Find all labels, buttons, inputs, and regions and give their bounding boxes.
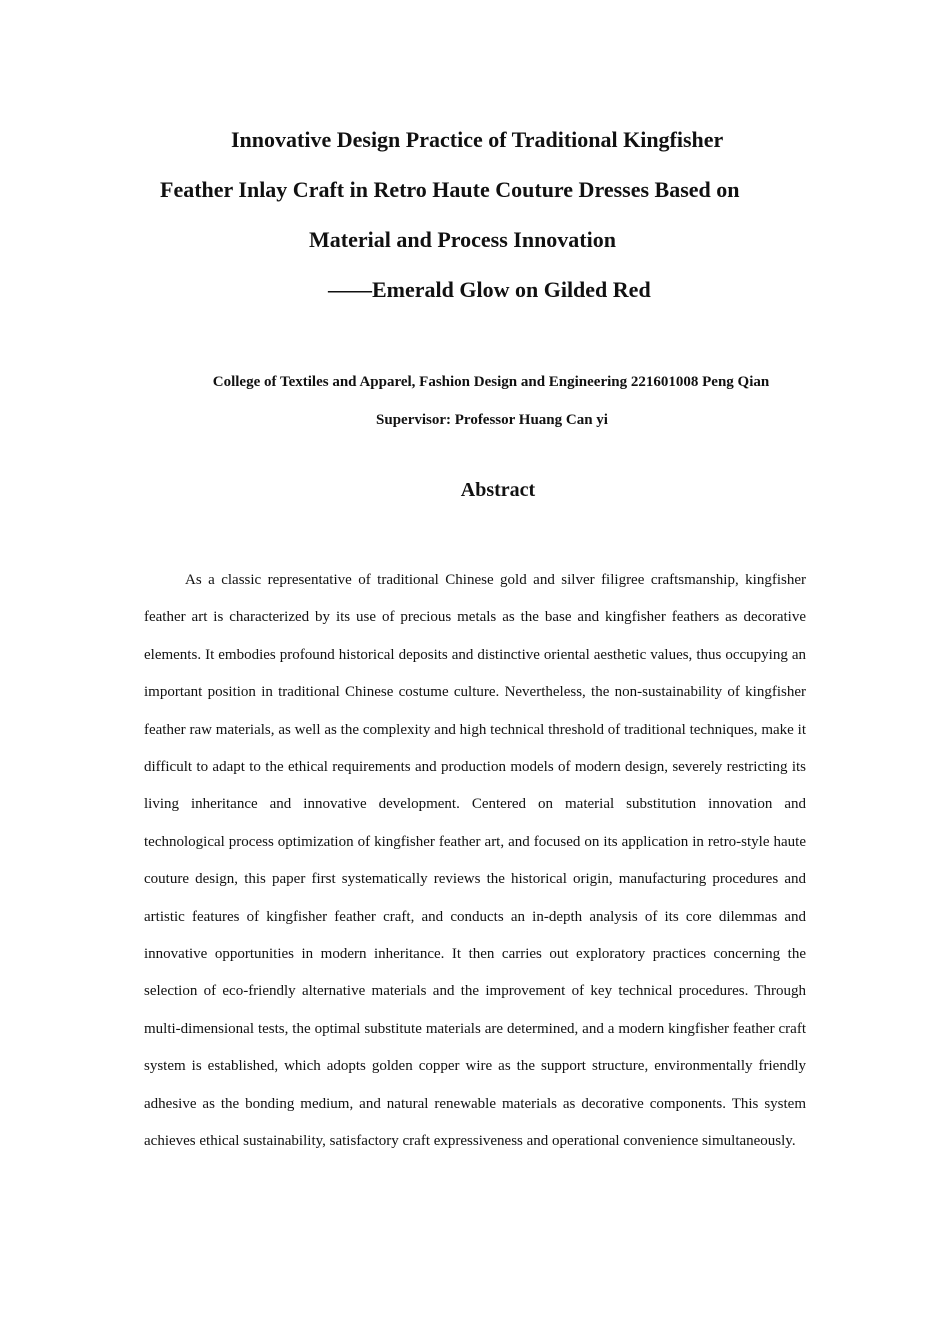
title-line-1: Innovative Design Practice of Traditional Kingfisher [231,127,724,152]
author-affiliation: College of Textiles and Apparel, Fashion Design and Engineering 221601008 Peng Qian [212,374,770,390]
abstract-text: As a classic representative of traditional Chinese gold and silver filigree craftsmanship, kingfisher feather art is characterized by its use of precious metals as the base and kingfisher feathers as decorative elements. It embodies profound historical deposits and distinctive oriental aesthetic values, thus occupying an important position in traditional Chinese costume culture. Nevertheless, the non-sustainability of kingfisher feather raw materials, as well as the complexity and high technical threshold of traditional techniques, make it difficult to adapt to the ethical requirements and production models of modern design, severely restricting its living inheritance and innovative development. Centered on material substitution innovation and technological process optimization of kingfisher feather art, and focused on its application in retro-style haute couture design, this paper first systematically reviews the historical origin, manufacturing procedures and artistic features of kingfisher feather craft, and conducts an in-depth analysis of its core dilemmas and innovative opportunities in modern inheritance. It then carries out exploratory practices concerning the selection of eco-friendly alternative materials and the improvement of key technical procedures. Through multi-dimensional tests, the optimal substitute materials are determined, and a modern kingfisher feather craft system is established, which adopts golden copper wire as the support structure, environmentally friendly adhesive as the bonding medium, and natural renewable materials as decorative components. This system achieves ethical sustainability, satisfactory craft expressiveness and operational convenience simultaneously. [144,572,806,1150]
supervisor-line: Supervisor: Professor Huang Can yi [376,412,608,428]
abstract-heading: Abstract [460,479,536,501]
paper-subtitle: ——Emerald Glow on Gilded Red [328,277,651,302]
title-line-3: Material and Process Innovation [309,227,616,252]
title-line-2: Feather Inlay Craft in Retro Haute Couture Dresses Based on [160,177,740,202]
